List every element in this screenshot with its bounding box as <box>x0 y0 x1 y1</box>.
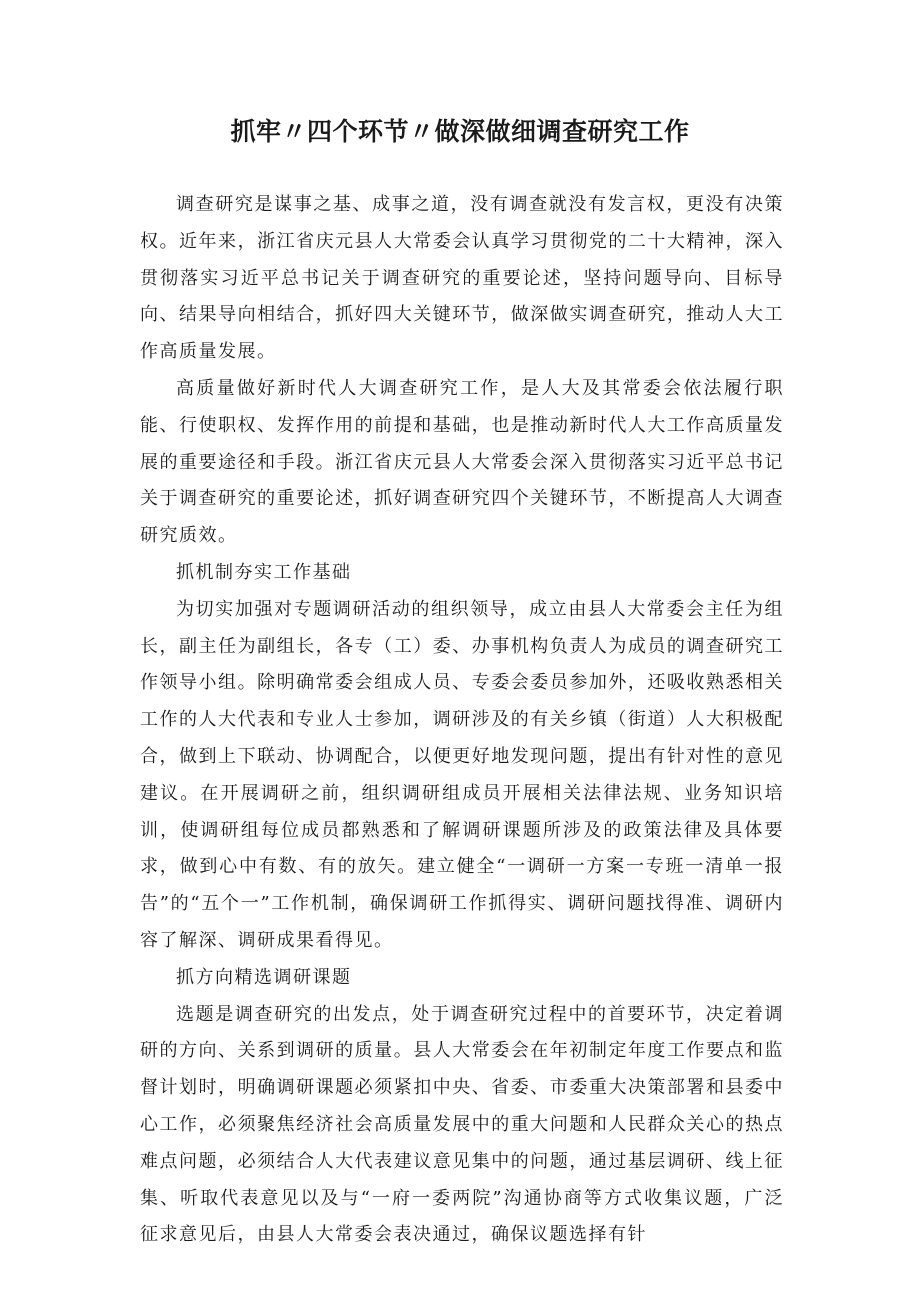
paragraph-intro: 调查研究是谋事之基、成事之道，没有调查就没有发言权，更没有决策权。近年来，浙江省庆元县人大常委会认真学习贯彻党的二十大精神，深入贯彻落实习近平总书记关于调查研究的重要论述，坚持问题导向、目标导向、结果导向相结合，抓好四大关键环节，做深做实调查研究，推动人大工作高质量发展。 <box>140 194 784 363</box>
section-heading-topics: 抓方向精选调研课题 <box>176 966 352 988</box>
paragraph-mechanism: 为切实加强对专题调研活动的组织领导，成立由县人大常委会主任为组长，副主任为副组长，各专（工）委、办事机构负责人为成员的调查研究工作领导小组。除明确常委会组成人员、专委会委员参加外，还吸收熟悉相关工作的人大代表和专业人士参加，调研涉及的有关乡镇（街道）人大积极配合，做到上下联动、协调配合，以便更好地发现问题，提出有针对性的意见建议。在开展调研之前，组织调研组成员开展相关法律法规、业务知识培训，使调研组每位成员都熟悉和了解调研课题所涉及的政策法律及具体要求，做到心中有数、有的放矢。建立健全“一调研一方案一专班一清单一报告”的“五个一”工作机制，确保调研工作抓得实、调研问题找得准、调研内容了解深、调研成果看得见。 <box>140 598 784 951</box>
paragraph-overview: 高质量做好新时代人大调查研究工作，是人大及其常委会依法履行职能、行使职权、发挥作用的前提和基础，也是推动新时代人大工作高质量发展的重要途径和手段。浙江省庆元县人大常委会深入贯彻落实习近平总书记关于调查研究的重要论述，抓好调查研究四个关键环节，不断提高人大调查研究质效。 <box>140 377 784 547</box>
section-heading-mechanism: 抓机制夯实工作基础 <box>176 561 352 583</box>
paragraph-topics: 选题是调查研究的出发点，处于调查研究过程中的首要环节，决定着调研的方向、关系到调研的质量。县人大常委会在年初制定年度工作要点和监督计划时，明确调研课题必须紧扣中央、省委、市委重大决策部署和县委中心工作，必须聚焦经济社会高质量发展中的重大问题和人民群众关心的热点难点问题，必须结合人大代表建议意见集中的问题，通过基层调研、线上征集、听取代表意见以及与“一府一委两院”沟通协商等方式收集议题，广泛征求意见后，由县人大常委会表决通过，确保议题选择有针 <box>140 1003 784 1246</box>
document-body <box>140 187 784 1254</box>
document-title: 抓牢〃四个环节〃做深做细调查研究工作 <box>230 117 690 146</box>
